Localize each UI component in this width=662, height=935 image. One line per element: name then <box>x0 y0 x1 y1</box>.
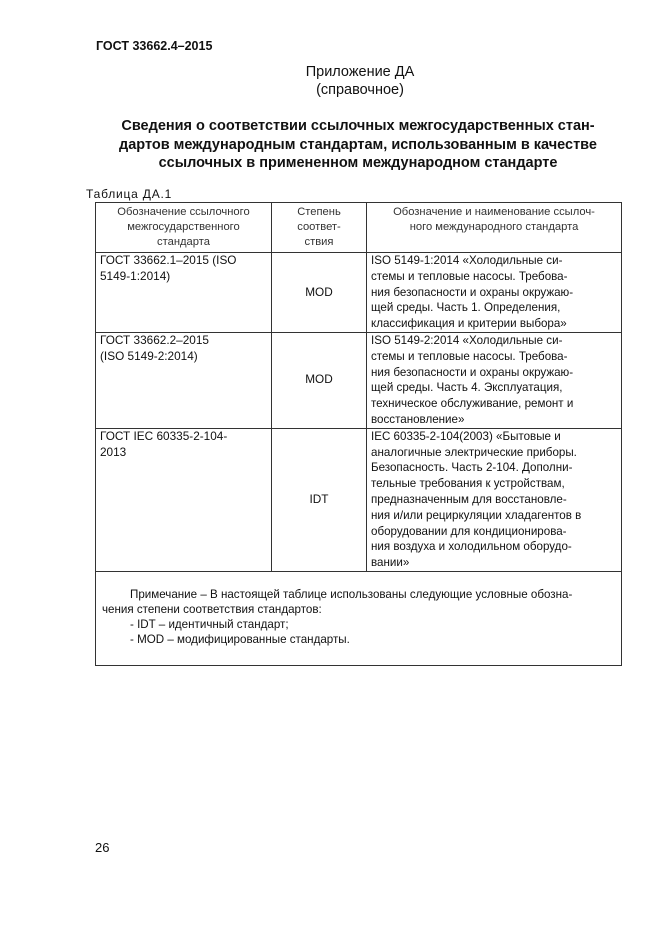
cell-line: стемы и тепловые насосы. Требова- <box>371 349 568 363</box>
cell-line: ГОСТ IEC 60335-2-104- <box>100 428 228 443</box>
header-line: соответ- <box>297 221 341 233</box>
cell-line: ISO 5149-1:2014 «Холодильные си- <box>371 254 563 267</box>
header-line: ного международного стандарта <box>409 221 579 233</box>
table-note-row <box>96 571 622 665</box>
degree-cell: IDT <box>272 428 367 571</box>
cell-line: оборудовании для кондиционирова- <box>371 524 567 538</box>
intl-standard-cell <box>367 332 622 428</box>
table-row <box>96 253 622 333</box>
appendix-title: Приложение ДА <box>305 64 415 80</box>
cell-line: ния воздуха и холодильном оборудо- <box>371 540 572 554</box>
table-header-row <box>96 203 622 253</box>
cell-line: тельные требования к устройствам, <box>371 477 565 491</box>
header-line: Обозначение и наименование ссылоч- <box>393 206 595 218</box>
cell-line: предназначенным для восстановле- <box>371 492 567 506</box>
cell-line: 5149-1:2014) <box>100 268 171 283</box>
table-row <box>96 332 622 428</box>
ref-standard-cell <box>96 332 272 428</box>
header-degree <box>272 203 367 253</box>
intl-standard-cell <box>367 428 622 571</box>
header-line: стандарта <box>157 236 210 248</box>
cell-line: щей среды. Часть 1. Определения, <box>371 301 561 315</box>
section-title-line: дартов международным стандартам, использованным в качестве <box>119 136 597 153</box>
header-intl-standard <box>367 203 622 253</box>
degree-cell: MOD <box>272 332 367 428</box>
header-ref-standard <box>96 203 272 253</box>
header-line: межгосударственного <box>127 221 240 233</box>
cell-line: ния и/или рециркуляции хладагентов в <box>371 508 582 522</box>
cell-line: классификация и критерии выбора» <box>371 317 567 331</box>
cell-line: 2013 <box>100 444 127 459</box>
header-line: ствия <box>304 236 334 248</box>
cell-line: ния безопасности и охраны окружаю- <box>371 285 574 299</box>
cell-line: аналогичные электрические приборы. <box>371 445 577 459</box>
note-item-mod: - MOD – модифицированные стандарты. <box>130 632 350 646</box>
cell-line: техническое обслуживание, ремонт и <box>371 397 574 411</box>
ref-standard-cell <box>96 428 272 571</box>
section-title-line: ссылочных в примененном международном стандарте <box>158 155 558 171</box>
table-caption: Таблица ДА.1 <box>86 187 173 201</box>
header-line: Обозначение ссылочного <box>117 206 250 218</box>
cell-line: стемы и тепловые насосы. Требова- <box>371 269 568 283</box>
cell-line: ISO 5149-2:2014 «Холодильные си- <box>371 333 563 347</box>
appendix-subtitle: (справочное) <box>316 82 404 98</box>
cell-line: ГОСТ 33662.2–2015 <box>100 332 209 347</box>
header-line: Степень <box>297 206 341 218</box>
table-note <box>96 571 622 665</box>
section-title-line: Сведения о соответствии ссылочных межгосударственных стан- <box>121 118 595 134</box>
cell-line: Безопасность. Часть 2-104. Дополни- <box>371 461 573 475</box>
ref-standard-cell <box>96 253 272 333</box>
cell-line: ГОСТ 33662.1–2015 (ISO <box>100 253 237 267</box>
table-row <box>96 428 622 571</box>
cell-line: IEC 60335-2-104(2003) «Бытовые и <box>371 429 561 443</box>
note-text: Примечание – В настоящей таблице использованы следующие условные обозна- <box>130 587 573 601</box>
cell-line: восстановление» <box>371 412 465 426</box>
document-code: ГОСТ 33662.4–2015 <box>96 39 213 53</box>
degree-cell: MOD <box>272 253 367 333</box>
cell-line: вании» <box>371 556 410 570</box>
intl-standard-cell <box>367 253 622 333</box>
note-text: чения степени соответствия стандартов: <box>102 602 322 616</box>
note-item-idt: - IDT – идентичный стандарт; <box>130 617 289 631</box>
section-title <box>93 117 623 173</box>
cell-line: (ISO 5149-2:2014) <box>100 348 198 363</box>
page-number: 26 <box>95 840 110 855</box>
cell-line: щей среды. Часть 4. Эксплуатация, <box>371 381 563 395</box>
cell-line: ния безопасности и охраны окружаю- <box>371 365 574 379</box>
correspondence-table <box>95 202 622 666</box>
